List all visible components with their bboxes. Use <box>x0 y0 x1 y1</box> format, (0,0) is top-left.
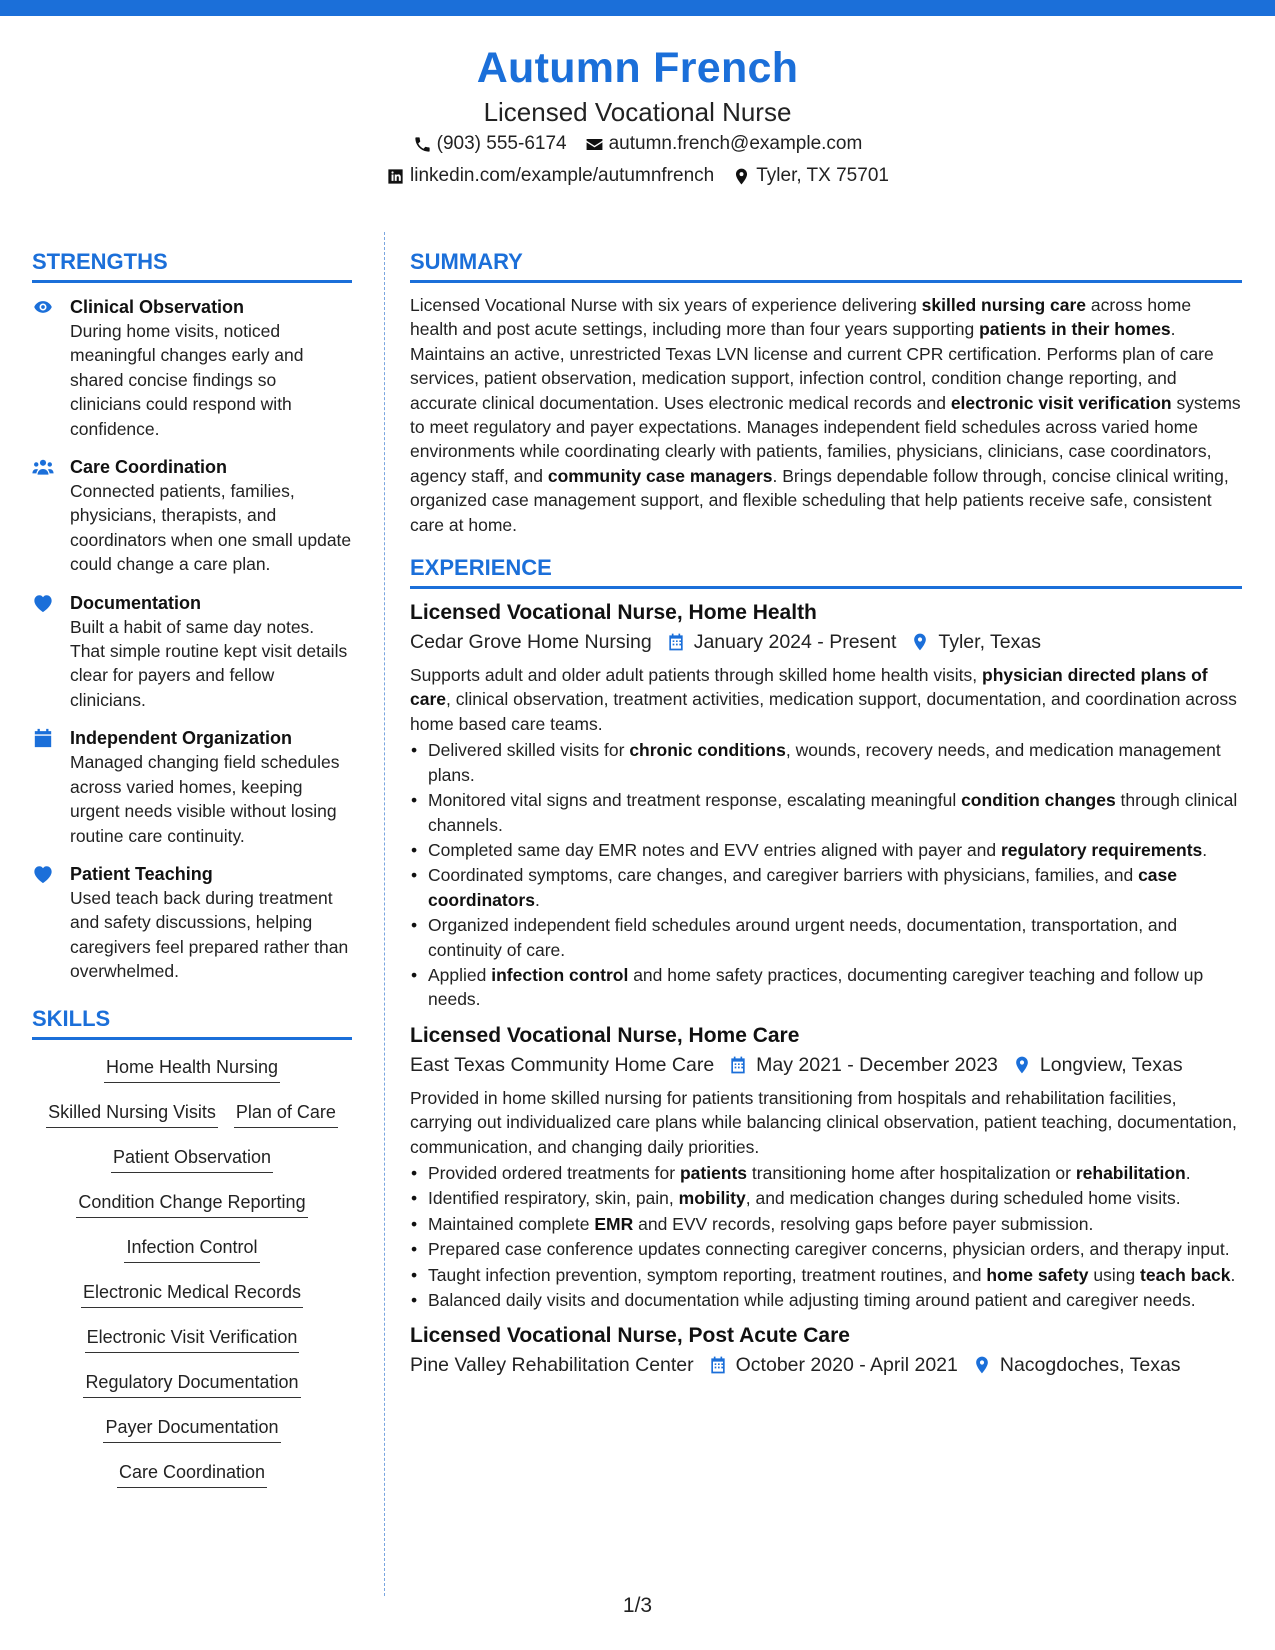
calendar-icon <box>32 726 56 848</box>
column-divider <box>384 232 385 1596</box>
job-meta <box>410 1050 1242 1080</box>
top-accent-bar <box>0 0 1275 16</box>
contact-row-1 <box>0 128 1275 160</box>
bullet-bold-1: EMR <box>594 1213 634 1234</box>
calendar-icon <box>708 1355 728 1375</box>
bullet-item: • Balanced daily visits and documentation while adjusting timing around patient and caregiver needs. <box>410 1288 1242 1312</box>
summary-section <box>410 247 1242 537</box>
job-dates: October 2020 - April 2021 <box>735 1354 958 1377</box>
skill-row <box>32 1054 352 1099</box>
right-column <box>410 247 1242 1380</box>
skill-row <box>32 1234 352 1279</box>
strength-title: Independent Organization <box>70 728 293 749</box>
strength-desc: Managed changing field schedules across varied homes, keeping urgent needs visible without losing routine care continuity. <box>70 752 340 846</box>
heart-icon <box>32 591 56 713</box>
skill-row <box>32 1414 352 1459</box>
job-title: Licensed Vocational Nurse, Home Care <box>410 1023 800 1047</box>
strengths-list <box>32 295 352 984</box>
summary-text: Licensed Vocational Nurse with six years of experience delivering skilled nursing care across home health and post acute settings, including more than four years supporting patients in their homes. Maintains an active, unrestricted Texas LVN license and current CPR certification. Performs plan of care services, patient observation, medication support, infection control, condition change reporting, and accurate clinical documentation. Uses electronic medical records and electronic visit verification systems to meet regulatory and payer expectations. Manages independent field schedules across varied home environments while coordinating clearly with patients, families, physicians, clinicians, case coordinators, agency staff, and community case managers. Brings dependable follow through, concise clinical writing, organized case management support, and flexible scheduling that help patients receive safe, consistent care at home. <box>410 295 1241 535</box>
phone-text: (903) 555-6174 <box>436 133 567 154</box>
linkedin-text: linkedin.com/example/autumnfrench <box>410 165 715 186</box>
bullet-bold-1: chronic conditions <box>629 740 786 761</box>
bullet-item: • Monitored vital signs and treatment response, escalating meaningful condition changes through clinical channels. <box>410 788 1242 837</box>
summary-title: SUMMARY <box>410 247 1242 283</box>
summary-bold-3: patients in their homes <box>979 319 1171 340</box>
summary-bold-1: skilled nursing care <box>921 295 1087 315</box>
calendar-icon <box>666 632 686 652</box>
bullet-item: • Provided ordered treatments for patients transitioning home after hospitalization or rehabilitation. <box>410 1161 1242 1185</box>
resume-header <box>0 42 1275 192</box>
job-location: Nacogdoches, Texas <box>999 1354 1181 1377</box>
skill-row <box>32 1324 352 1369</box>
skills-title: SKILLS <box>32 1004 352 1040</box>
skill-row <box>32 1144 352 1189</box>
page-number: 1/3 <box>622 1594 653 1617</box>
bullet-item: • Delivered skilled visits for chronic conditions, wounds, recovery needs, and medication management plans. <box>410 738 1242 787</box>
bullet-bold-1: infection control <box>491 964 629 985</box>
contact-row-2 <box>0 160 1275 192</box>
bullet-item: • Identified respiratory, skin, pain, mobility, and medication changes during scheduled home visits. <box>410 1186 1242 1210</box>
skill-tag: Electronic Medical Records <box>81 1279 303 1308</box>
job-description: Provided in home skilled nursing for patients transitioning from hospitals and rehabilitation facilities, carrying out individualized care plans while balancing clinical observation, patient teaching, documentation, communication, and changing daily priorities. <box>410 1087 1237 1157</box>
users-icon <box>32 455 56 577</box>
skills-section <box>32 1004 352 1504</box>
strength-item <box>32 591 352 713</box>
bullet-bold-1: home safety <box>986 1264 1089 1285</box>
skill-row <box>32 1189 352 1234</box>
map-pin-icon <box>972 1355 992 1375</box>
strength-item <box>32 862 352 984</box>
map-pin-icon <box>1012 1055 1032 1075</box>
skill-tag: Skilled Nursing Visits <box>46 1099 218 1128</box>
contact-location <box>732 160 889 192</box>
location-text: Tyler, TX 75701 <box>756 165 889 186</box>
strength-body <box>70 295 352 441</box>
strength-desc: Connected patients, families, physicians, therapists, and coordinators when one small update could change a care plan. <box>70 481 352 575</box>
summary-bold-7: community case managers <box>547 465 773 486</box>
skill-tag: Plan of Care <box>234 1099 338 1128</box>
bullet-bold-3: rehabilitation <box>1075 1162 1186 1183</box>
bullet-item: • Completed same day EMR notes and EVV entries aligned with payer and regulatory requirements. <box>410 838 1242 862</box>
strength-item <box>32 726 352 848</box>
job-location: Longview, Texas <box>1039 1053 1183 1076</box>
strength-body <box>70 591 352 713</box>
strength-desc: During home visits, noticed meaningful changes early and shared concise findings so clinicians could respond with confidence. <box>70 321 304 439</box>
bullet-item: • Applied infection control and home safety practices, documenting caregiver teaching and follow up needs. <box>410 963 1242 1012</box>
strength-body <box>70 726 352 848</box>
job-desc-bold-1: physician directed plans of care <box>410 665 1208 710</box>
map-pin-icon <box>910 632 930 652</box>
bullet-bold-1: case coordinators <box>428 865 1177 910</box>
job-dates: May 2021 - December 2023 <box>756 1053 998 1076</box>
strength-desc: Used teach back during treatment and safety discussions, helping caregivers feel prepared rather than overwhelmed. <box>70 887 349 982</box>
strengths-title: STRENGTHS <box>32 247 352 283</box>
job-bullets <box>410 738 1242 1011</box>
job-list <box>410 599 1242 1380</box>
contact-linkedin[interactable] <box>386 160 714 192</box>
skill-tag: Patient Observation <box>111 1144 273 1173</box>
bullet-bold-1: mobility <box>678 1188 746 1209</box>
strength-body <box>70 455 352 577</box>
job-company: Cedar Grove Home Nursing <box>410 631 652 654</box>
bullet-item: • Taught infection prevention, symptom reporting, treatment routines, and home safety using teach back. <box>410 1263 1242 1287</box>
bullet-item: • Prepared case conference updates connecting caregiver concerns, physician orders, and therapy input. <box>410 1237 1242 1261</box>
skill-tag: Infection Control <box>124 1234 259 1263</box>
skill-row <box>32 1279 352 1324</box>
strength-body <box>70 862 352 984</box>
strength-title: Care Coordination <box>70 457 228 478</box>
job-title: Licensed Vocational Nurse, Home Health <box>410 601 817 625</box>
calendar-icon <box>728 1055 748 1075</box>
job-entry <box>410 599 1242 1012</box>
job-company: Pine Valley Rehabilitation Center <box>410 1354 694 1377</box>
job-dates: January 2024 - Present <box>693 631 897 654</box>
phone-icon <box>413 135 432 154</box>
contact-phone[interactable] <box>413 128 567 160</box>
bullet-bold-1: condition changes <box>961 790 1116 811</box>
skill-tag: Home Health Nursing <box>104 1054 280 1083</box>
skill-row <box>32 1099 352 1144</box>
linkedin-icon <box>386 167 405 186</box>
skill-tag: Condition Change Reporting <box>76 1189 307 1218</box>
strength-item <box>32 455 352 577</box>
candidate-headline: Licensed Vocational Nurse <box>483 97 792 127</box>
job-company: East Texas Community Home Care <box>410 1053 715 1076</box>
strength-title: Patient Teaching <box>70 863 213 884</box>
job-title: Licensed Vocational Nurse, Post Acute Care <box>410 1324 850 1348</box>
strength-title: Documentation <box>70 592 202 613</box>
skill-row <box>32 1369 352 1414</box>
strength-item <box>32 295 352 441</box>
candidate-name: Autumn French <box>476 44 799 92</box>
heart-icon <box>32 862 56 984</box>
email-text: autumn.french@example.com <box>608 133 863 154</box>
contact-email[interactable] <box>585 128 863 160</box>
job-location: Tyler, Texas <box>938 631 1041 654</box>
bullet-bold-1: regulatory requirements <box>1000 839 1203 860</box>
summary-bold-5: electronic visit verification <box>950 392 1172 413</box>
eye-icon <box>32 295 56 441</box>
experience-section <box>410 553 1242 1380</box>
bullet-item: • Organized independent field schedules around urgent needs, documentation, transportation, and continuity of care. <box>410 913 1242 962</box>
strength-title: Clinical Observation <box>70 297 245 317</box>
job-description: Supports adult and older adult patients through skilled home health visits, physician directed plans of care, clinical observation, treatment activities, medication support, documentation, and coordination across home based care teams. <box>410 665 1237 734</box>
skill-row <box>32 1459 352 1504</box>
job-meta <box>410 1350 1242 1380</box>
skill-tag: Care Coordination <box>117 1459 267 1488</box>
bullet-bold-1: patients <box>679 1162 748 1183</box>
bullet-item: • Coordinated symptoms, care changes, and caregiver barriers with physicians, families, and case coordinators. <box>410 863 1242 912</box>
map-pin-icon <box>732 167 751 186</box>
strengths-section <box>32 247 352 984</box>
envelope-icon <box>585 135 604 154</box>
bullet-item: • Maintained complete EMR and EVV records, resolving gaps before payer submission. <box>410 1212 1242 1236</box>
skills-list <box>32 1054 352 1504</box>
strength-desc: Built a habit of same day notes. That simple routine kept visit details clear for payers and fellow clinicians. <box>70 616 348 710</box>
job-entry <box>410 1322 1242 1380</box>
experience-title: EXPERIENCE <box>410 553 1242 589</box>
job-bullets <box>410 1161 1242 1312</box>
bullet-bold-3: teach back <box>1140 1264 1231 1285</box>
skill-tag: Electronic Visit Verification <box>85 1324 300 1353</box>
skill-tag: Payer Documentation <box>103 1414 280 1443</box>
skill-tag: Regulatory Documentation <box>83 1369 300 1398</box>
left-column <box>32 247 352 1504</box>
job-meta <box>410 627 1242 657</box>
job-entry <box>410 1022 1242 1313</box>
